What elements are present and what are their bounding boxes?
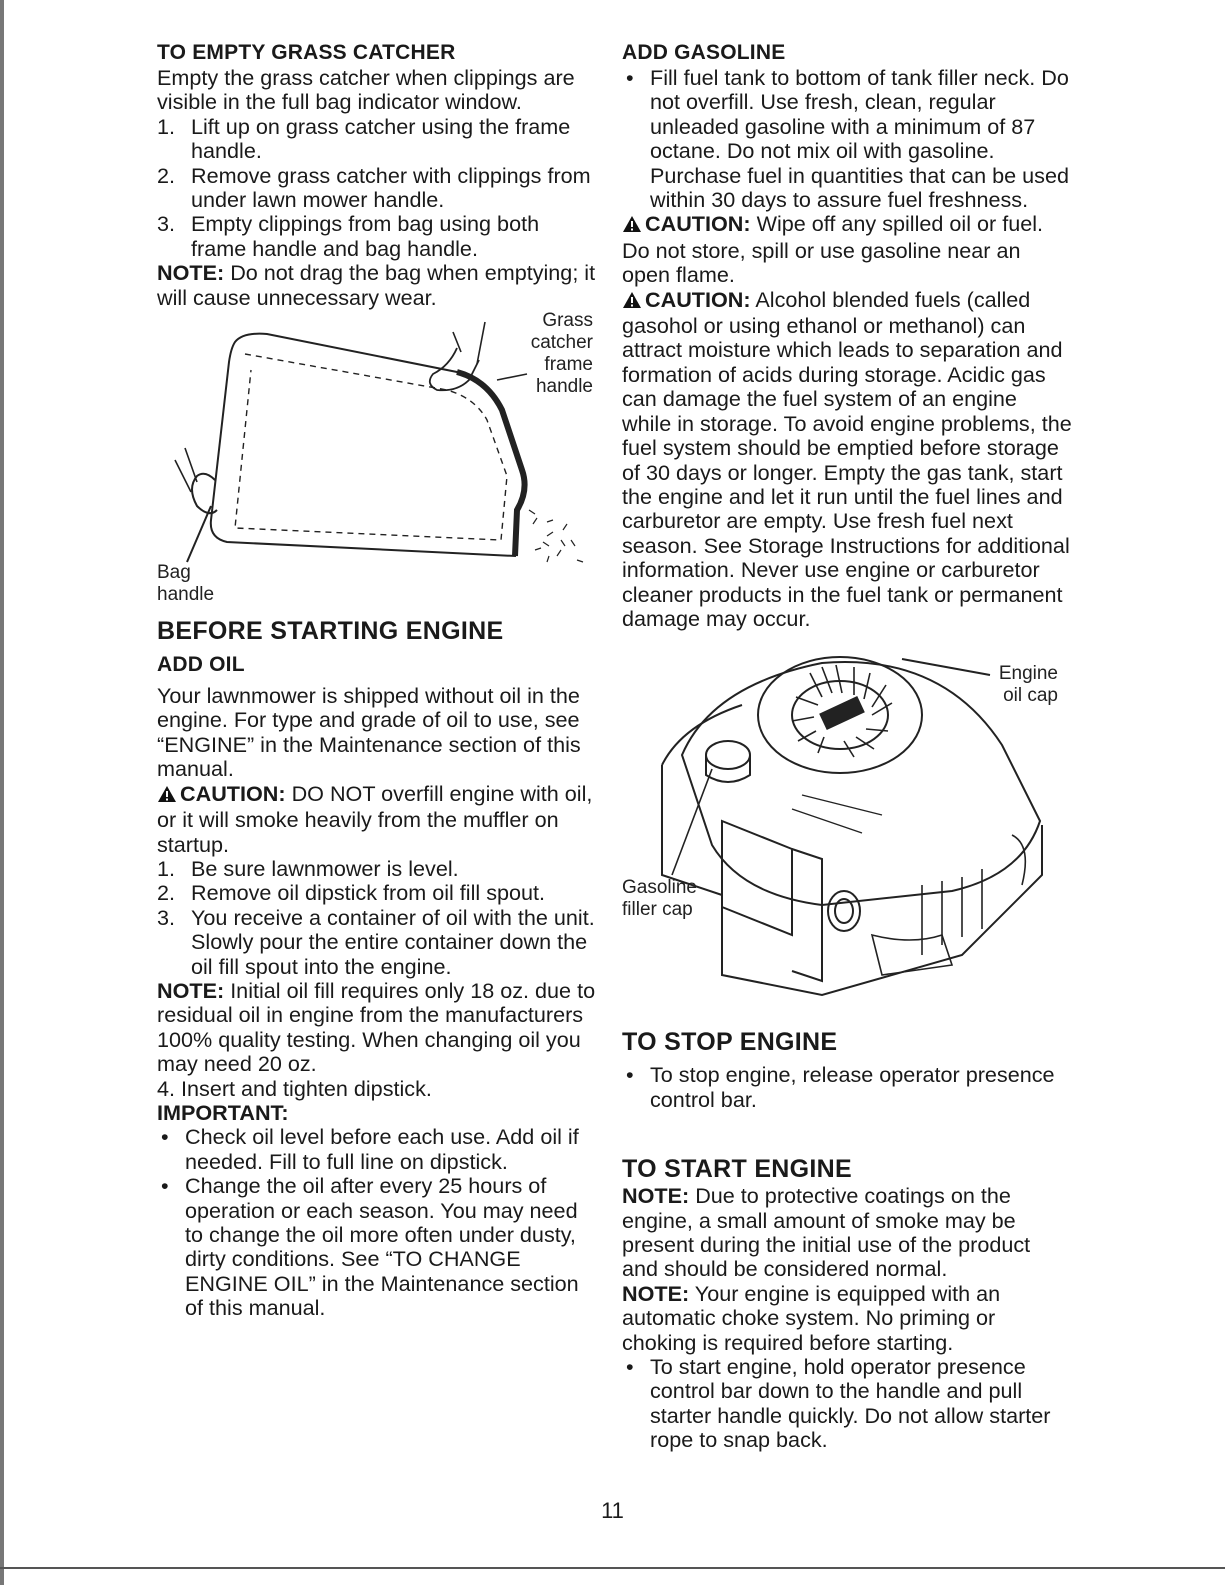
add-gasoline-list [622, 66, 1072, 212]
start-engine-note-1: NOTE: Due to protective coatings on the engine, a small amount of smoke may be present during the initial use of the product and should be considered normal. [622, 1183, 1031, 1282]
empty-catcher-intro: Empty the grass catcher when clippings are visible in the full bag indicator window. [157, 65, 575, 115]
add-oil-step4: 4. Insert and tighten dipstick. [157, 1075, 432, 1101]
left-column [157, 40, 597, 1321]
list-item: • Change the oil after every 25 hours of operation or each season. You may need to change the oil more often under dusty, dirty conditions. See “TO CHANGE ENGINE OIL” in the Maintenance section of this manual. [161, 1173, 579, 1321]
page-number: 11 [601, 1498, 624, 1523]
add-oil-intro: Your lawnmower is shipped without oil in the engine. For type and grade of oil to use, see “ENGINE” in the Maintenance section of this manual. [157, 683, 581, 782]
page-bottom-rule [0, 1567, 1225, 1569]
add-oil-heading: ADD OIL [157, 653, 245, 677]
empty-catcher-heading: TO EMPTY GRASS CATCHER [157, 41, 456, 64]
stop-engine-list [622, 1063, 1072, 1112]
important-list [157, 1125, 597, 1320]
start-engine-list [622, 1355, 1072, 1453]
gas-cap-label: Gasoline filler cap [622, 877, 697, 921]
list-item: • Fill fuel tank to bottom of tank filler neck. Do not overfill. Use fresh, clean, regular unleaded gasoline with a minimum of 87 octane. Do not mix oil with gasoline. Purchase fuel in quantities that can be used within 30 days to assure fuel freshness. [626, 65, 1069, 213]
warning-triangle-icon [157, 784, 177, 808]
before-starting-heading: BEFORE STARTING ENGINE [157, 617, 504, 646]
bag-handle-label: Bag handle [157, 562, 215, 606]
start-engine-heading: TO START ENGINE [622, 1155, 852, 1184]
empty-catcher-note: NOTE: Do not drag the bag when emptying; it will cause unnecessary wear. [157, 260, 596, 310]
start-engine-note-2: NOTE: Your engine is equipped with an automatic choke system. No priming or choking is required before starting. [622, 1280, 1001, 1355]
gasoline-caution-1: CAUTION: Wipe off any spilled oil or fuel. Do not store, spill or use gasoline near an open flame. [622, 211, 1044, 288]
list-item: 3. Empty clippings from bag using both frame handle and bag handle. [157, 211, 540, 261]
engine-figure [622, 645, 1072, 1005]
grass-catcher-figure [157, 310, 597, 610]
add-oil-note: NOTE: Initial oil fill requires only 18 oz. due to residual oil in engine from the manufacturers 100% quality testing. When changing oil you may need 20 oz. [157, 977, 596, 1077]
list-item: 3. You receive a container of oil with the unit. Slowly pour the entire container down the oil fill spout into the engine. [157, 904, 595, 979]
list-item: • To start engine, hold operator presence control bar down to the handle and pull starter handle quickly. Do not allow starter rope to snap back. [626, 1354, 1051, 1453]
list-item: 1. Be sure lawnmower is level. [157, 855, 459, 881]
gasoline-caution-2: CAUTION: Alcohol blended fuels (called gasohol or using ethanol or methanol) can attract moisture which leads to separation and formation of acids during storage. Acidic gas can damage the fuel system of an engine while in storage. To avoid engine problems, the fuel system should be emptied before storage of 30 days or longer. Empty the gas tank, start the engine and let it run until the fuel lines and carburetor are empty. Use fresh fuel next season. See Storage Instructions for additional information. Never use engine or carburetor cleaner products in the fuel tank or permanent damage may occur. [622, 286, 1072, 631]
scan-edge [0, 0, 4, 1585]
add-oil-steps [157, 857, 597, 979]
list-item: 2. Remove oil dipstick from oil fill spout. [157, 880, 546, 906]
list-item: 2. Remove grass catcher with clippings from under lawn mower handle. [157, 162, 591, 213]
stop-engine-heading: TO STOP ENGINE [622, 1028, 838, 1057]
warning-triangle-icon [622, 290, 642, 314]
right-column [622, 40, 1072, 1453]
important-label: IMPORTANT: [157, 1099, 289, 1125]
empty-catcher-steps [157, 115, 597, 261]
add-gasoline-heading: ADD GASOLINE [622, 41, 786, 64]
frame-handle-label: Grass catcher frame handle [530, 310, 593, 398]
oil-cap-label: Engine oil cap [998, 663, 1058, 707]
add-oil-caution: CAUTION: DO NOT overfill engine with oil, or it will smoke heavily from the muffler on startup. [157, 780, 593, 857]
warning-triangle-icon [622, 214, 642, 238]
list-item: • Check oil level before each use. Add oil if needed. Fill to full line on dipstick. [161, 1124, 579, 1174]
list-item: • To stop engine, release operator presence control bar. [626, 1062, 1055, 1112]
list-item: 1. Lift up on grass catcher using the frame handle. [157, 113, 571, 164]
